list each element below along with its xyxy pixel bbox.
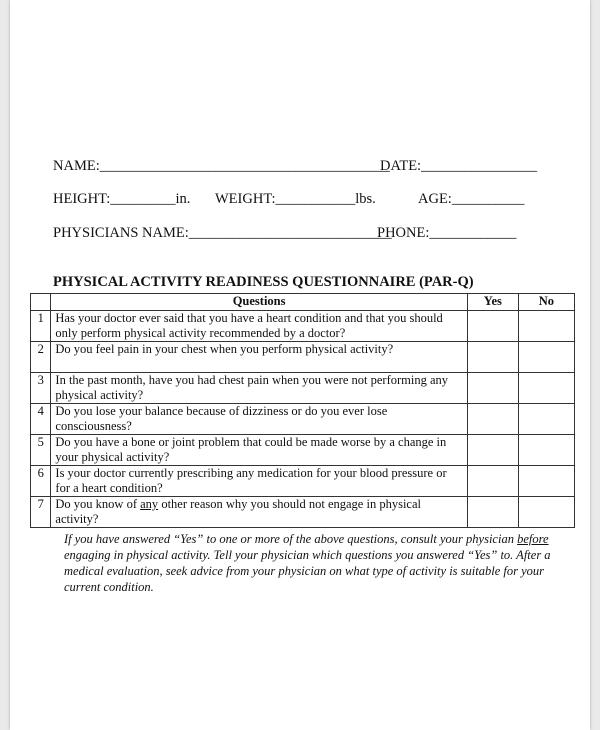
- table-row: [31, 466, 575, 497]
- yes-column-header: Yes: [467, 294, 518, 311]
- row-number: 7: [31, 497, 51, 528]
- questions-column-header: Questions: [51, 294, 467, 311]
- no-answer-cell[interactable]: [518, 342, 574, 373]
- question-text-part: other reason why you should not engage in physical activity?: [55, 497, 421, 526]
- note-text-part: If you have answered “Yes” to one or more of the above questions, consult your physician: [64, 532, 518, 546]
- weight-field[interactable]: WEIGHT:___________lbs.: [215, 191, 376, 207]
- parq-table: [30, 293, 575, 528]
- question-text: Do you feel pain in your chest when you perform physical activity?: [51, 342, 467, 373]
- yes-answer-cell[interactable]: [467, 342, 518, 373]
- no-answer-cell[interactable]: [518, 435, 574, 466]
- date-field[interactable]: DATE:________________: [380, 158, 538, 174]
- row-number: 4: [31, 404, 51, 435]
- table-row: [31, 404, 575, 435]
- table-header-row: [31, 294, 575, 311]
- note-text-part: engaging in physical activity. Tell your physician which questions you answered “Yes” to. After a medical evaluation, seek advice from your physician on what type of activity is suitable for your current condition.: [64, 548, 551, 594]
- row-number: 5: [31, 435, 51, 466]
- no-answer-cell[interactable]: [518, 497, 574, 528]
- number-column-header: [31, 294, 51, 311]
- table-row: [31, 311, 575, 342]
- row-number: 1: [31, 311, 51, 342]
- instruction-note: [64, 531, 556, 595]
- no-answer-cell[interactable]: [518, 404, 574, 435]
- no-answer-cell[interactable]: [518, 466, 574, 497]
- question-text: Do you lose your balance because of dizziness or do you ever lose consciousness?: [51, 404, 467, 435]
- question-text: In the past month, have you had chest pain when you were not performing any physical activity?: [51, 373, 467, 404]
- row-number: 3: [31, 373, 51, 404]
- question-text-part: Do you know of: [55, 497, 141, 511]
- yes-answer-cell[interactable]: [467, 435, 518, 466]
- note-emphasis: before: [517, 532, 549, 546]
- question-emphasis: any: [140, 497, 159, 511]
- yes-answer-cell[interactable]: [467, 311, 518, 342]
- table-row: [31, 373, 575, 404]
- no-column-header: No: [518, 294, 574, 311]
- age-field[interactable]: AGE:__________: [418, 191, 525, 207]
- yes-answer-cell[interactable]: [467, 373, 518, 404]
- physician-name-field[interactable]: PHYSICIANS NAME:____________________________: [53, 225, 392, 241]
- no-answer-cell[interactable]: [518, 373, 574, 404]
- row-number: 2: [31, 342, 51, 373]
- table-row: [31, 435, 575, 466]
- name-field[interactable]: NAME:________________________________________: [53, 158, 390, 174]
- row-number: 6: [31, 466, 51, 497]
- document-page: [10, 0, 590, 730]
- yes-answer-cell[interactable]: [467, 497, 518, 528]
- question-text: Has your doctor ever said that you have a heart condition and that you should only perform physical activity recommended by a doctor?: [51, 311, 467, 342]
- question-text: Do you have a bone or joint problem that could be made worse by a change in your physical activity?: [51, 435, 467, 466]
- questionnaire-title: PHYSICAL ACTIVITY READINESS QUESTIONNAIRE (PAR-Q): [53, 274, 474, 290]
- yes-answer-cell[interactable]: [467, 404, 518, 435]
- height-field[interactable]: HEIGHT:_________in.: [53, 191, 191, 207]
- phone-field[interactable]: PHONE:____________: [377, 225, 517, 241]
- table-row: [31, 342, 575, 373]
- no-answer-cell[interactable]: [518, 311, 574, 342]
- question-text: [51, 497, 467, 528]
- table-row: [31, 497, 575, 528]
- yes-answer-cell[interactable]: [467, 466, 518, 497]
- question-text: Is your doctor currently prescribing any medication for your blood pressure or for a heart condition?: [51, 466, 467, 497]
